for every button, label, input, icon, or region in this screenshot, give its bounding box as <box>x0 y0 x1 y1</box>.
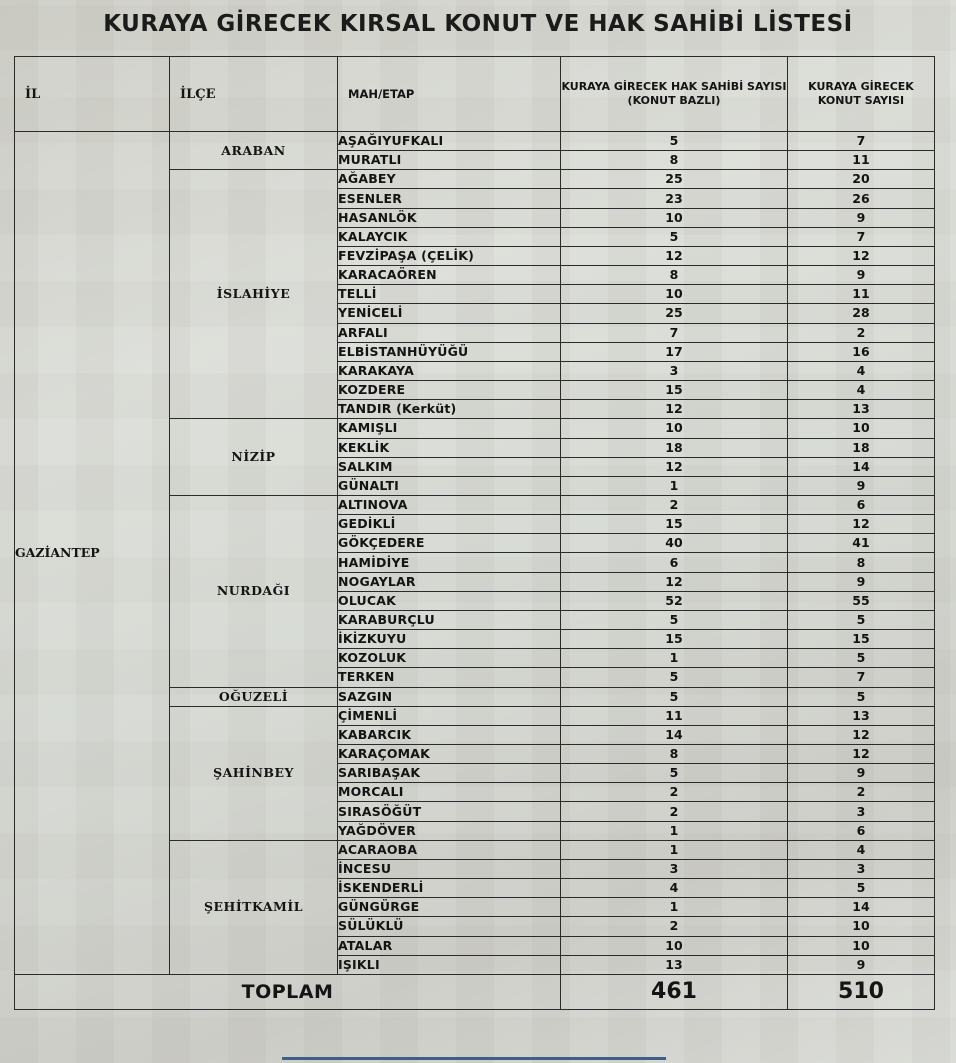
hak-sahibi-cell: 23 <box>561 189 788 208</box>
hak-sahibi-cell: 14 <box>561 725 788 744</box>
ilce-cell: NİZİP <box>170 419 338 496</box>
konut-cell: 10 <box>788 936 935 955</box>
total-row <box>15 974 935 1009</box>
ilce-cell: İSLAHİYE <box>170 170 338 419</box>
hak-sahibi-cell: 1 <box>561 898 788 917</box>
mahalle-cell: ACARAOBA <box>338 840 561 859</box>
mahalle-cell: MORCALI <box>338 783 561 802</box>
mahalle-cell: İNCESU <box>338 859 561 878</box>
mahalle-cell: SAZGIN <box>338 687 561 706</box>
konut-cell: 8 <box>788 553 935 572</box>
konut-cell: 2 <box>788 783 935 802</box>
konut-cell: 6 <box>788 495 935 514</box>
konut-cell: 3 <box>788 802 935 821</box>
hak-sahibi-cell: 10 <box>561 285 788 304</box>
konut-cell: 9 <box>788 208 935 227</box>
mahalle-cell: TELLİ <box>338 285 561 304</box>
konut-cell: 10 <box>788 917 935 936</box>
table-row <box>15 132 935 151</box>
hak-sahibi-cell: 2 <box>561 783 788 802</box>
hak-sahibi-cell: 15 <box>561 630 788 649</box>
mahalle-cell: TERKEN <box>338 668 561 687</box>
mahalle-cell: SALKIM <box>338 457 561 476</box>
konut-cell: 41 <box>788 534 935 553</box>
mahalle-cell: GÜNALTI <box>338 476 561 495</box>
konut-cell: 3 <box>788 859 935 878</box>
konut-cell: 16 <box>788 342 935 361</box>
mahalle-cell: HASANLÖK <box>338 208 561 227</box>
konut-cell: 2 <box>788 323 935 342</box>
hak-sahibi-cell: 52 <box>561 591 788 610</box>
konut-cell: 11 <box>788 151 935 170</box>
hak-sahibi-cell: 2 <box>561 495 788 514</box>
mahalle-cell: ÇİMENLİ <box>338 706 561 725</box>
mahalle-cell: YAĞDÖVER <box>338 821 561 840</box>
hak-sahibi-cell: 1 <box>561 649 788 668</box>
konut-cell: 9 <box>788 476 935 495</box>
il-cell: GAZİANTEP <box>15 132 170 975</box>
mahalle-cell: ESENLER <box>338 189 561 208</box>
mahalle-cell: KARABURÇLU <box>338 610 561 629</box>
konut-cell: 13 <box>788 400 935 419</box>
mahalle-cell: OLUCAK <box>338 591 561 610</box>
konut-cell: 4 <box>788 361 935 380</box>
total-hak-sahibi: 461 <box>561 974 788 1009</box>
konut-cell: 12 <box>788 246 935 265</box>
hak-sahibi-cell: 12 <box>561 400 788 419</box>
mahalle-cell: IŞIKLI <box>338 955 561 974</box>
hak-sahibi-cell: 5 <box>561 668 788 687</box>
hak-sahibi-cell: 10 <box>561 419 788 438</box>
hak-sahibi-cell: 11 <box>561 706 788 725</box>
mahalle-cell: SÜLÜKLÜ <box>338 917 561 936</box>
konut-cell: 12 <box>788 515 935 534</box>
konut-cell: 12 <box>788 745 935 764</box>
mahalle-cell: TANDIR (Kerküt) <box>338 400 561 419</box>
hak-sahibi-cell: 3 <box>561 361 788 380</box>
mahalle-cell: KAMIŞLI <box>338 419 561 438</box>
hak-sahibi-cell: 17 <box>561 342 788 361</box>
mahalle-cell: SIRASÖĞÜT <box>338 802 561 821</box>
hak-sahibi-cell: 1 <box>561 840 788 859</box>
hak-sahibi-cell: 1 <box>561 476 788 495</box>
mahalle-cell: KOZDERE <box>338 381 561 400</box>
konut-cell: 10 <box>788 419 935 438</box>
hak-sahibi-cell: 12 <box>561 457 788 476</box>
table-header-row <box>15 57 935 132</box>
page-title: KURAYA GİRECEK KIRSAL KONUT VE HAK SAHİBİ LİSTESİ <box>103 11 853 37</box>
mahalle-cell: KABARCIK <box>338 725 561 744</box>
hak-sahibi-cell: 4 <box>561 879 788 898</box>
hak-sahibi-cell: 5 <box>561 132 788 151</box>
konut-cell: 55 <box>788 591 935 610</box>
bottom-accent-line <box>282 1057 666 1060</box>
hak-sahibi-cell: 3 <box>561 859 788 878</box>
konut-cell: 6 <box>788 821 935 840</box>
hak-sahibi-cell: 15 <box>561 515 788 534</box>
hak-sahibi-cell: 10 <box>561 208 788 227</box>
header-ilce: İLÇE <box>170 57 338 132</box>
ilce-cell: OĞUZELİ <box>170 687 338 706</box>
hak-sahibi-cell: 6 <box>561 553 788 572</box>
konut-cell: 9 <box>788 764 935 783</box>
hak-sahibi-cell: 10 <box>561 936 788 955</box>
mahalle-cell: İSKENDERLİ <box>338 879 561 898</box>
konut-cell: 9 <box>788 572 935 591</box>
konut-cell: 18 <box>788 438 935 457</box>
konut-cell: 5 <box>788 649 935 668</box>
hak-sahibi-cell: 15 <box>561 381 788 400</box>
mahalle-cell: AĞABEY <box>338 170 561 189</box>
mahalle-cell: GEDİKLİ <box>338 515 561 534</box>
mahalle-cell: MURATLI <box>338 151 561 170</box>
ilce-cell: ARABAN <box>170 132 338 170</box>
mahalle-cell: NOGAYLAR <box>338 572 561 591</box>
konut-cell: 12 <box>788 725 935 744</box>
mahalle-cell: KOZOLUK <box>338 649 561 668</box>
mahalle-cell: FEVZİPAŞA (ÇELİK) <box>338 246 561 265</box>
hak-sahibi-cell: 7 <box>561 323 788 342</box>
konut-cell: 5 <box>788 879 935 898</box>
mahalle-cell: YENİCELİ <box>338 304 561 323</box>
hak-sahibi-cell: 5 <box>561 610 788 629</box>
konut-cell: 14 <box>788 898 935 917</box>
hak-sahibi-cell: 25 <box>561 170 788 189</box>
mahalle-cell: KEKLİK <box>338 438 561 457</box>
konut-cell: 4 <box>788 840 935 859</box>
total-konut: 510 <box>788 974 935 1009</box>
mahalle-cell: AŞAĞIYUFKALI <box>338 132 561 151</box>
konut-cell: 9 <box>788 266 935 285</box>
konut-cell: 9 <box>788 955 935 974</box>
hak-sahibi-cell: 2 <box>561 917 788 936</box>
konut-cell: 7 <box>788 668 935 687</box>
mahalle-cell: HAMİDİYE <box>338 553 561 572</box>
hak-sahibi-cell: 5 <box>561 687 788 706</box>
hak-sahibi-cell: 8 <box>561 745 788 764</box>
konut-cell: 20 <box>788 170 935 189</box>
konut-cell: 28 <box>788 304 935 323</box>
header-hak-sahibi: KURAYA GİRECEK HAK SAHİBİ SAYISI (KONUT BAZLI) <box>561 57 788 132</box>
table-body <box>15 132 935 975</box>
hak-sahibi-cell: 12 <box>561 246 788 265</box>
hak-sahibi-cell: 5 <box>561 764 788 783</box>
ilce-cell: ŞEHİTKAMİL <box>170 840 338 974</box>
hak-sahibi-cell: 2 <box>561 802 788 821</box>
mahalle-cell: GÜNGÜRGE <box>338 898 561 917</box>
hak-sahibi-cell: 5 <box>561 227 788 246</box>
mahalle-cell: ATALAR <box>338 936 561 955</box>
header-il: İL <box>15 57 170 132</box>
konut-cell: 11 <box>788 285 935 304</box>
total-label: TOPLAM <box>15 974 561 1009</box>
beneficiary-table <box>14 56 935 1010</box>
hak-sahibi-cell: 8 <box>561 151 788 170</box>
ilce-cell: ŞAHİNBEY <box>170 706 338 840</box>
mahalle-cell: SARIBAŞAK <box>338 764 561 783</box>
konut-cell: 7 <box>788 132 935 151</box>
mahalle-cell: KARAKAYA <box>338 361 561 380</box>
mahalle-cell: KALAYCIK <box>338 227 561 246</box>
ilce-cell: NURDAĞI <box>170 495 338 687</box>
hak-sahibi-cell: 1 <box>561 821 788 840</box>
mahalle-cell: ELBİSTANHÜYÜĞÜ <box>338 342 561 361</box>
hak-sahibi-cell: 12 <box>561 572 788 591</box>
mahalle-cell: ALTINOVA <box>338 495 561 514</box>
mahalle-cell: GÖKÇEDERE <box>338 534 561 553</box>
hak-sahibi-cell: 40 <box>561 534 788 553</box>
konut-cell: 13 <box>788 706 935 725</box>
mahalle-cell: ARFALI <box>338 323 561 342</box>
header-mah: MAH/ETAP <box>338 57 561 132</box>
hak-sahibi-cell: 25 <box>561 304 788 323</box>
mahalle-cell: KARACAÖREN <box>338 266 561 285</box>
konut-cell: 5 <box>788 687 935 706</box>
konut-cell: 26 <box>788 189 935 208</box>
konut-cell: 14 <box>788 457 935 476</box>
konut-cell: 5 <box>788 610 935 629</box>
mahalle-cell: KARAÇOMAK <box>338 745 561 764</box>
konut-cell: 4 <box>788 381 935 400</box>
mahalle-cell: İKİZKUYU <box>338 630 561 649</box>
konut-cell: 15 <box>788 630 935 649</box>
konut-cell: 7 <box>788 227 935 246</box>
hak-sahibi-cell: 18 <box>561 438 788 457</box>
header-konut: KURAYA GİRECEK KONUT SAYISI <box>788 57 935 132</box>
hak-sahibi-cell: 13 <box>561 955 788 974</box>
hak-sahibi-cell: 8 <box>561 266 788 285</box>
